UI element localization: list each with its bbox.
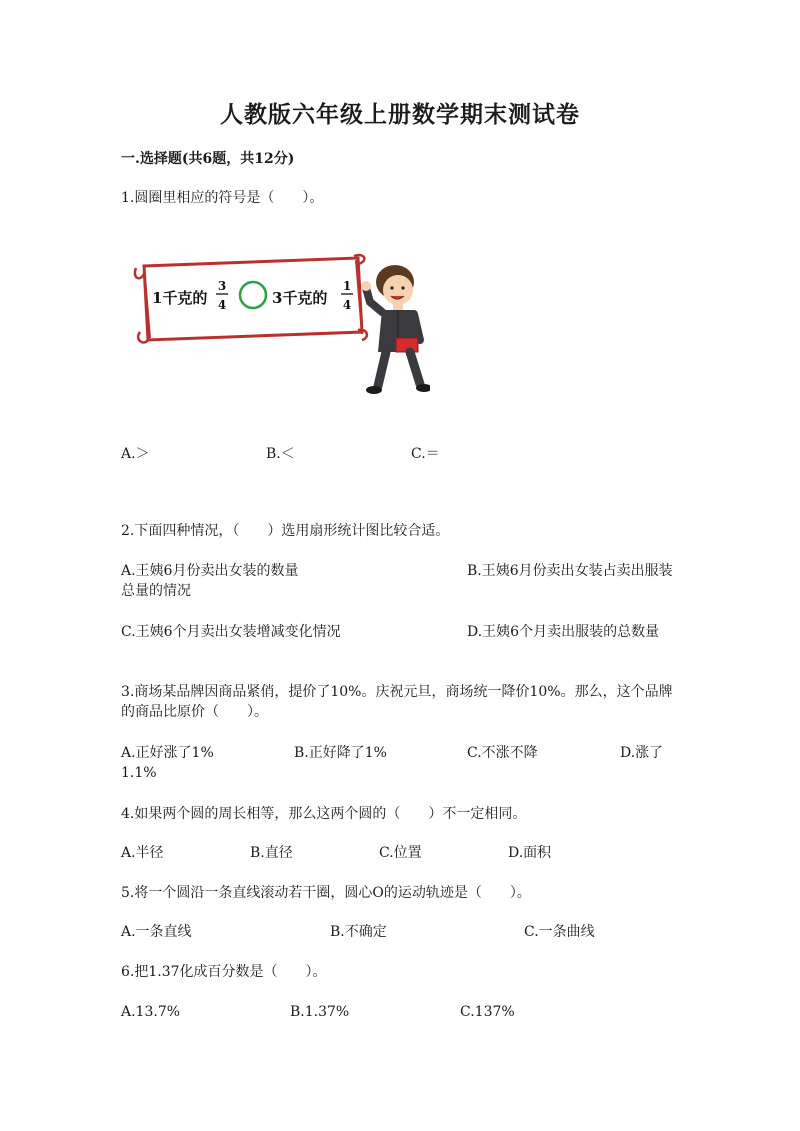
q1-option-c[interactable]: C.＝	[411, 446, 440, 462]
q3-option-b[interactable]: B.正好降了1%	[294, 745, 387, 761]
q5-option-a[interactable]: A.一条直线	[121, 924, 192, 940]
scroll-illustration	[130, 248, 430, 400]
q4-option-b[interactable]: B.直径	[250, 845, 293, 861]
question-6-stem: 6.把1.37化成百分数是（ ）。	[121, 964, 327, 980]
q4-option-c[interactable]: C.位置	[379, 845, 422, 861]
q6-option-a[interactable]: A.13.7%	[121, 1004, 181, 1020]
left-fraction-denominator: 4	[217, 298, 227, 312]
question-1-figure	[130, 248, 430, 400]
q2-option-b[interactable]: B.王姨6月份卖出女装占卖出服装总量的情况	[121, 563, 673, 599]
q1-option-b[interactable]: B.＜	[266, 446, 295, 462]
question-2-stem: 2.下面四种情况，（ ）选用扇形统计图比较合适。	[121, 523, 450, 539]
q6-option-c[interactable]: C.137%	[460, 1004, 515, 1020]
q3-option-d[interactable]: D.涨了1.1%	[121, 745, 664, 781]
q4-option-d[interactable]: D.面积	[508, 845, 552, 861]
q1-option-a[interactable]: A.＞	[121, 446, 150, 462]
q6-option-b[interactable]: B.1.37%	[290, 1004, 350, 1020]
q3-option-c[interactable]: C.不涨不降	[467, 745, 538, 761]
q4-option-a[interactable]: A.半径	[121, 845, 164, 861]
page-title: 人教版六年级上册数学期末测试卷	[220, 101, 580, 128]
question-3-stem: 3.商场某品牌因商品紧俏，提价了10%。庆祝元旦，商场统一降价10%。那么，这个品牌的商品比原价（ ）。	[121, 684, 673, 720]
left-fraction-numerator: 3	[217, 279, 227, 293]
cartoon-boy-icon	[361, 265, 430, 394]
question-4-stem: 4.如果两个圆的周长相等，那么这两个圆的（ ）不一定相同。	[121, 806, 527, 822]
question-1-stem: 1.圆圈里相应的符号是（ ）。	[121, 190, 324, 206]
q5-option-c[interactable]: C.一条曲线	[524, 924, 595, 940]
right-fraction-denominator: 4	[342, 298, 352, 312]
q5-option-b[interactable]: B.不确定	[330, 924, 387, 940]
section-heading: 一.选择题(共6题，共12分)	[121, 151, 295, 167]
left-expression-text: 1千克的	[152, 289, 208, 307]
q2-option-d[interactable]: D.王姨6个月卖出服装的总数量	[467, 624, 660, 640]
q2-option-c[interactable]: C.王姨6个月卖出女装增减变化情况	[121, 624, 341, 640]
q3-option-a[interactable]: A.正好涨了1%	[121, 745, 214, 761]
right-expression-text: 3千克的	[272, 289, 328, 307]
question-5-stem: 5.将一个圆沿一条直线滚动若干圈，圆心O的运动轨迹是（ ）。	[121, 885, 531, 901]
q2-option-a[interactable]: A.王姨6月份卖出女装的数量	[121, 563, 299, 579]
right-fraction-numerator: 1	[342, 279, 352, 293]
